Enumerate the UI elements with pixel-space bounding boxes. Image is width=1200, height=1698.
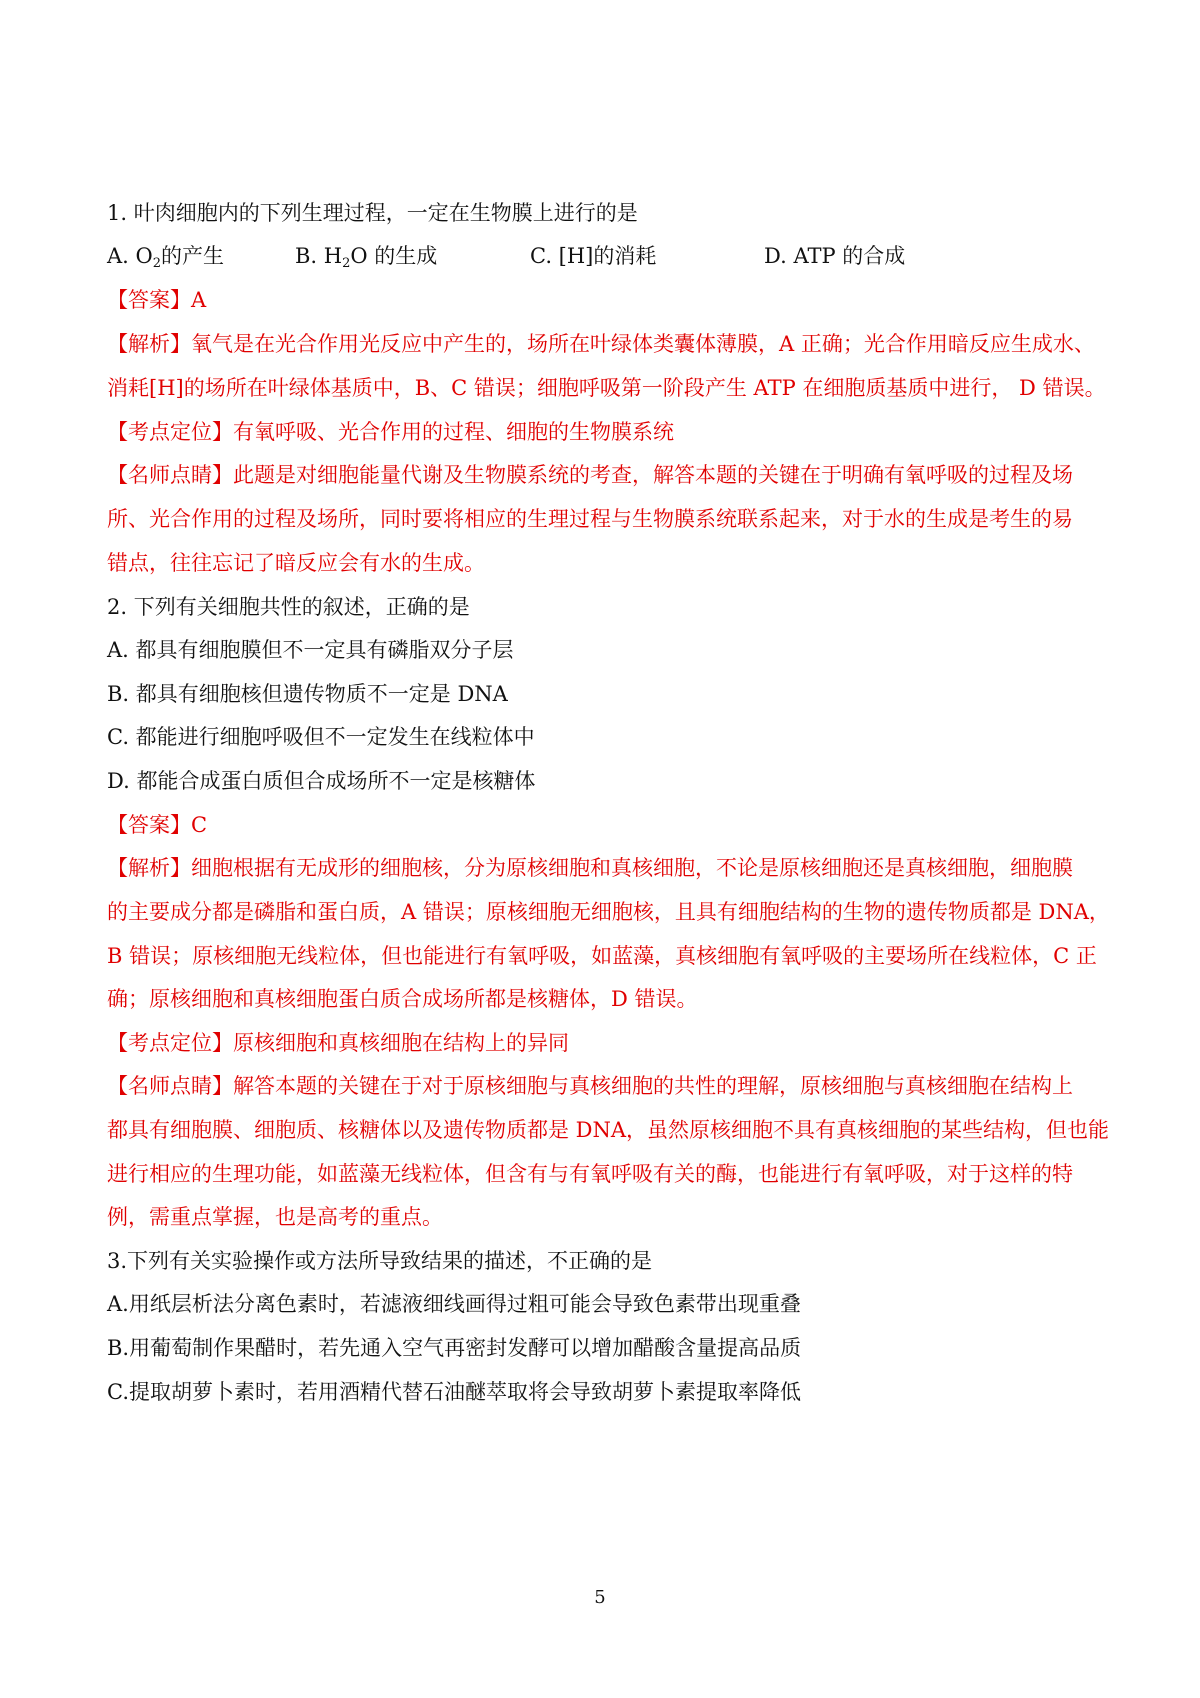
q1-option-d: D. ATP 的合成 xyxy=(764,244,906,268)
q1-stem: 1. 叶肉细胞内的下列生理过程，一定在生物膜上进行的是 xyxy=(107,201,638,225)
q2-analysis-line-1: 【解析】细胞根据有无成形的细胞核，分为原核细胞和真核细胞，不论是原核细胞还是真核细胞，细胞膜 xyxy=(107,856,1073,880)
q2-option-d: D. 都能合成蛋白质但合成场所不一定是核糖体 xyxy=(107,769,536,793)
q2-answer: 【答案】C xyxy=(107,813,208,837)
q3-option-c: C.提取胡萝卜素时，若用酒精代替石油醚萃取将会导致胡萝卜素提取率降低 xyxy=(107,1380,801,1404)
q2-stem: 2. 下列有关细胞共性的叙述，正确的是 xyxy=(107,595,470,619)
q2-option-b: B. 都具有细胞核但遗传物质不一定是 DNA xyxy=(107,682,508,706)
q2-analysis-line-4: 确；原核细胞和真核细胞蛋白质合成场所都是核糖体，D 错误。 xyxy=(107,987,698,1011)
q1-tip-line-2: 所、光合作用的过程及场所，同时要将相应的生理过程与生物膜系统联系起来，对于水的生成是考生的易 xyxy=(107,507,1073,531)
q1-option-c: C. [H]的消耗 xyxy=(530,244,657,268)
q2-option-a: A. 都具有细胞膜但不一定具有磷脂双分子层 xyxy=(107,638,514,662)
page-number: 5 xyxy=(594,1587,606,1608)
q2-analysis-line-2: 的主要成分都是磷脂和蛋白质，A 错误；原核细胞无细胞核，且具有细胞结构的生物的遗传物质都是 DNA， xyxy=(107,900,1110,924)
q3-option-b: B.用葡萄制作果醋时，若先通入空气再密封发酵可以增加醋酸含量提高品质 xyxy=(107,1336,802,1360)
q2-analysis-line-3: B 错误；原核细胞无线粒体，但也能进行有氧呼吸，如蓝藻，真核细胞有氧呼吸的主要场所在线粒体，C 正 xyxy=(107,944,1097,968)
q2-tip-line-2: 都具有细胞膜、细胞质、核糖体以及遗传物质都是 DNA，虽然原核细胞不具有真核细胞的某些结构，但也能 xyxy=(107,1118,1110,1142)
q1-option-b: B. $H_2O$ 的生成 xyxy=(295,244,438,271)
q1-tip-line-3: 错点，往往忘记了暗反应会有水的生成。 xyxy=(107,551,485,575)
q2-option-c: C. 都能进行细胞呼吸但不一定发生在线粒体中 xyxy=(107,725,535,749)
q1-answer: 【答案】A xyxy=(107,288,207,312)
q2-tip-line-4: 例，需重点掌握，也是高考的重点。 xyxy=(107,1205,443,1229)
q1-option-a: A. $O_2$的产生 xyxy=(107,244,225,271)
q3-option-a: A.用纸层析法分离色素时，若滤液细线画得过粗可能会导致色素带出现重叠 xyxy=(107,1292,801,1316)
q1-tip-line-1: 【名师点睛】此题是对细胞能量代谢及生物膜系统的考查，解答本题的关键在于明确有氧呼吸的过程及场 xyxy=(107,463,1073,487)
q2-point: 【考点定位】原核细胞和真核细胞在结构上的异同 xyxy=(107,1031,569,1055)
q3-stem: 3.下列有关实验操作或方法所导致结果的描述，不正确的是 xyxy=(107,1249,653,1273)
q2-tip-line-1: 【名师点睛】解答本题的关键在于对于原核细胞与真核细胞的共性的理解，原核细胞与真核细胞在结构上 xyxy=(107,1074,1073,1098)
q1-analysis-line-2: 消耗[H]的场所在叶绿体基质中，B、C 错误；细胞呼吸第一阶段产生 ATP 在细胞质基质中进行， D 错误。 xyxy=(107,376,1106,400)
q1-analysis-line-1: 【解析】氧气是在光合作用光反应中产生的，场所在叶绿体类囊体薄膜，A 正确；光合作用暗反应生成水、 xyxy=(107,332,1095,356)
q1-point: 【考点定位】有氧呼吸、光合作用的过程、细胞的生物膜系统 xyxy=(107,420,674,444)
q2-tip-line-3: 进行相应的生理功能，如蓝藻无线粒体，但含有与有氧呼吸有关的酶，也能进行有氧呼吸，对于这样的特 xyxy=(107,1162,1073,1186)
